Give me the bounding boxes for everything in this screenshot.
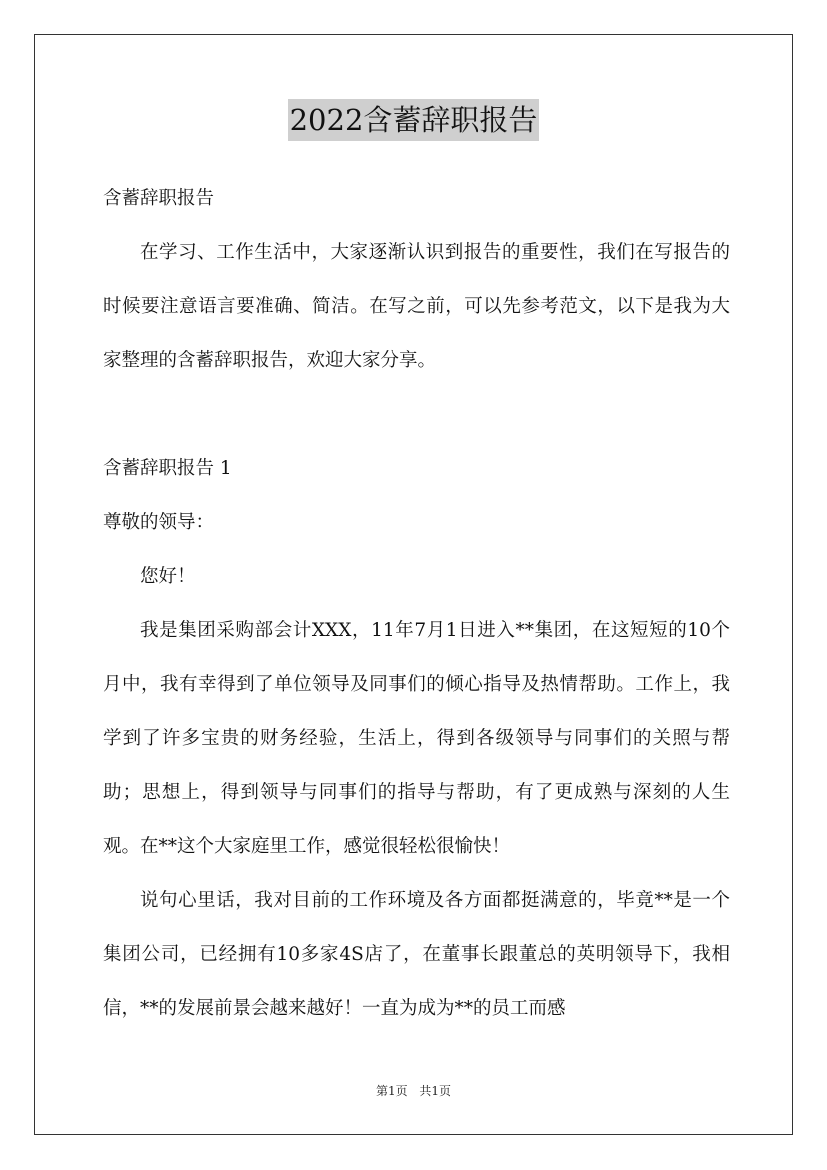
- blank-line: [103, 388, 730, 442]
- intro-paragraph: 在学习、工作生活中，大家逐渐认识到报告的重要性，我们在写报告的时候要注意语言要准确、简洁。在写之前，可以先参考范文，以下是我为大家整理的含蓄辞职报告，欢迎大家分享。: [103, 242, 730, 371]
- page-number: 第1页: [375, 1084, 408, 1098]
- body-paragraph-1: 我是集团采购部会计XXX，11年7月1日进入**集团，在这短短的10个月中，我有幸得到了单位领导及同事们的倾心指导及热情帮助。工作上，我学到了许多宝贵的财务经验，生活上，得到各级领导与同事们的关照与帮助；思想上，得到领导与同事们的指导与帮助，有了更成熟与深刻的人生观。在**这个大家庭里工作，感觉很轻松很愉快！: [103, 620, 730, 857]
- page-total: 共1页: [419, 1084, 452, 1098]
- document-title: 2022含蓄辞职报告: [288, 99, 540, 141]
- page-footer: [0, 1082, 827, 1099]
- salutation: 尊敬的领导：: [103, 512, 215, 533]
- title-container: [0, 99, 827, 141]
- greeting: 您好！: [140, 566, 196, 587]
- subtitle: 含蓄辞职报告: [103, 188, 215, 209]
- document-body: [103, 172, 730, 1036]
- section-heading: 含蓄辞职报告 1: [103, 458, 232, 479]
- body-paragraph-2: 说句心里话，我对目前的工作环境及各方面都挺满意的，毕竟**是一个集团公司，已经拥有10多家4S店了，在董事长跟董总的英明领导下，我相信，**的发展前景会越来越好！一直为成为**的员工而感: [103, 890, 730, 1019]
